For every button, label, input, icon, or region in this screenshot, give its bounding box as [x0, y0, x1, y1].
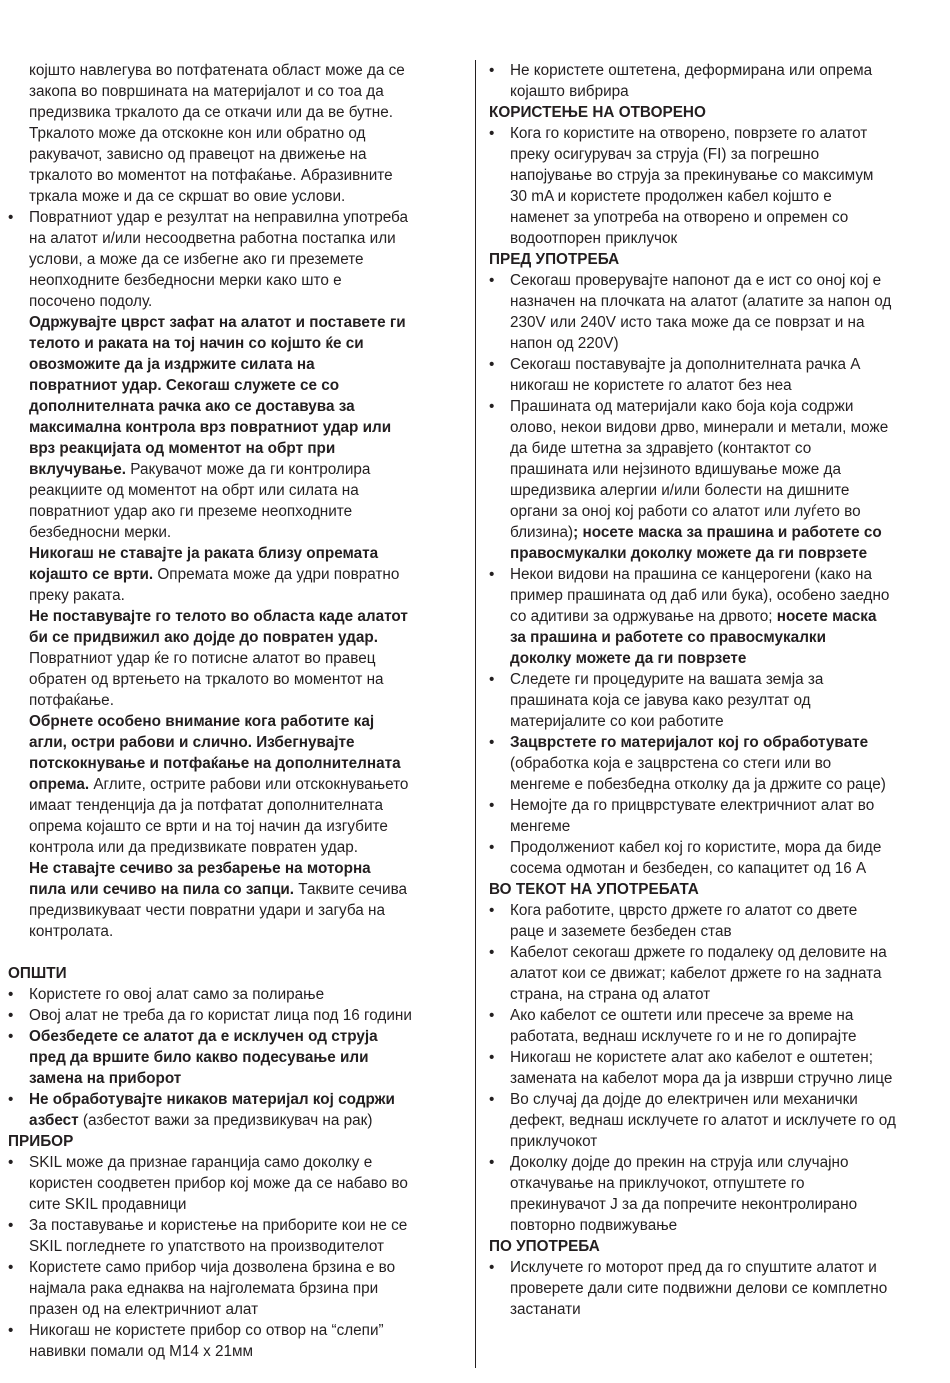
section-heading-before-use: ПРЕД УПОТРЕБА	[489, 251, 620, 268]
bullet-icon: •	[489, 272, 495, 289]
list-item	[489, 837, 943, 879]
bold-text: ; носете маска за прашина и работете со правосмукалки доколку можете да ги поврзете	[510, 524, 882, 562]
left-column	[8, 60, 463, 1362]
list-item-text	[29, 1257, 463, 1320]
bold-text: Обезбедете се алатот да е исклучен од струја пред да вршите било какво подесување или замена на приборот	[29, 1028, 378, 1087]
text: Никогаш не користете алат ако кабелот е оштетен; замената на кабелот мора да ја изврши стручно лице	[510, 1049, 893, 1087]
list-item-text	[510, 942, 943, 1005]
list-item-text	[510, 354, 943, 396]
bullet-icon: •	[8, 209, 14, 226]
text: Следете ги процедурите на вашата земја за прашината која се јавува како резултат од материјалите со кои работите	[510, 671, 824, 730]
list-item-text	[510, 1089, 943, 1152]
list-item	[8, 1215, 463, 1257]
column-divider	[475, 60, 476, 1368]
bullet-icon: •	[8, 986, 14, 1003]
list-item-text	[29, 1026, 463, 1089]
list-item	[489, 942, 943, 1005]
corners-bold: Обрнете особено внимание кога работите кај агли, остри рабови и слично. Избегнувајте потскокнување и потфаќање на дополнителната опрема.	[29, 713, 401, 793]
kickback-text: Повратниот удар е резултат на неправилна употреба на алатот и/или несоодветна работна постапка или услови, а може да се избегне ако ги преземете неопходните безбедносни мерки како што е посочено подолу.	[29, 209, 408, 310]
body-paragraph	[8, 606, 463, 711]
bullet-icon: •	[489, 398, 495, 415]
text: SKIL може да признае гаранција само доколку е користен соодветен прибор кој може да се набаво во сите SKIL продавници	[29, 1154, 408, 1213]
list-item	[489, 564, 943, 669]
list-item-text	[510, 900, 943, 942]
text: За поставување и користење на приборите кои не се SKIL погледнете го упатството на производителот	[29, 1217, 408, 1255]
bullet-icon: •	[489, 125, 495, 142]
accessories-list	[8, 1152, 463, 1362]
list-item	[489, 795, 943, 837]
section-heading-during-use: ВО ТЕКОТ НА УПОТРЕБАТА	[489, 881, 699, 898]
bullet-icon: •	[489, 944, 495, 961]
list-item-text	[510, 1257, 943, 1320]
list-item-text	[510, 795, 943, 837]
bullet-icon: •	[8, 1028, 14, 1045]
kickback-continuation: којшто навлегува во потфатената област може да се закопа во површината на материјалот и со тоа да предизвика тркалото да се откачи или да ве бутне. Тркалото може да отскокне кон или обратно од ракувачот, зависно од правецот на движење на тркалото во моментот на потфаќање. Абразивните тркала може и да се скршат во овие услови.	[29, 62, 405, 205]
text: Немојте да го прицврстувате електричниот алат во менгеме	[510, 797, 875, 835]
before-use-list	[489, 270, 943, 879]
blade-text: Таквите сечива предизвикуваат чести повратни удари и загуба на контролата.	[29, 881, 408, 940]
hand-bold: Никогаш не ставајте ја раката близу опремата којашто се врти.	[29, 545, 379, 583]
list-item-text	[510, 1047, 943, 1089]
bullet-icon: •	[8, 1217, 14, 1234]
list-item	[489, 1005, 943, 1047]
text: Продолжениот кабел кој го користите, мора да биде сосема одмотан и безбеден, со капацитет од 16 A	[510, 839, 882, 877]
list-item	[8, 1257, 463, 1320]
text: Секогаш поставувајте ја дополнителната рачка A никогаш не користете го алатот без неа	[510, 356, 861, 394]
bullet-icon: •	[489, 356, 495, 373]
bullet-icon: •	[489, 671, 495, 688]
bullet-icon: •	[489, 839, 495, 856]
list-item	[489, 669, 943, 732]
text: (азбестот важи за предизвикувач на рак)	[78, 1112, 373, 1129]
list-item-text	[510, 1005, 943, 1047]
list-item-text	[510, 837, 943, 879]
text: Секогаш проверувајте напонот да е ист со оној кој е назначен на плочката на алатот (алатите за напон од 230V или 240V исто така може да се поврзат и на напон од 220V)	[510, 272, 892, 352]
list-item-text	[510, 123, 943, 249]
text: Овој алат не треба да го користат лица под 16 години	[29, 1007, 412, 1024]
bullet-icon: •	[8, 1091, 14, 1108]
list-item-text	[29, 1152, 463, 1215]
bullet-icon: •	[489, 734, 495, 751]
list-item	[8, 984, 463, 1005]
hand-paragraph	[8, 543, 463, 606]
body-bold: Не поставувајте го телото во областа каде алатот би се придвижил ако дојде до повратен удар.	[29, 608, 408, 646]
bullet-icon: •	[489, 62, 495, 79]
bullet-icon: •	[489, 902, 495, 919]
text: Никогаш не користете прибор со отвор на “слепи” навивки помали од M14 x 21мм	[29, 1322, 384, 1360]
text: Доколку дојде до прекин на струја или случајно откачување на приклучокот, отпуштете го прекинувачот J за да попречите неконтролирано повторно подвижување	[510, 1154, 858, 1234]
damaged-accessory-text: Не користете оштетена, деформирана или опрема којашто вибрира	[510, 62, 873, 100]
list-item	[489, 1257, 943, 1320]
list-item	[489, 732, 943, 795]
bullet-icon: •	[489, 1259, 495, 1276]
list-item	[8, 1089, 463, 1131]
list-item-text	[510, 1152, 943, 1236]
blade-paragraph	[8, 858, 463, 942]
grip-text: Ракувачот може да ги контролира реакциите од моментот на обрт или силата на повратниот удар ако ги преземе неопходните безбедносни мерки.	[29, 461, 371, 541]
grip-bold: Одржувајте цврст зафат на алатот и поставете ги телото и раката на тој начин со којшто ќе си овозможите да ја издржите силата на повратниот удар. Секогаш служете се со дополнителната рачка ако се доставува за максимална контрола врз повратниот удар или врз реакцијата од моментот на обрт при вклучување.	[29, 314, 406, 478]
bold-text: Не обработувајте никаков материјал кој содржи азбест	[29, 1091, 395, 1129]
text: Ако кабелот се оштети или пресече за време на работата, веднаш исклучете го и не го допирајте	[510, 1007, 857, 1045]
bullet-icon: •	[8, 1259, 14, 1276]
bullet-icon: •	[489, 1154, 495, 1171]
list-item	[8, 1152, 463, 1215]
bullet-icon: •	[489, 566, 495, 583]
list-item	[489, 270, 943, 354]
after-use-list	[489, 1257, 943, 1320]
list-item-text	[29, 1089, 463, 1131]
bold-text: Зацврстете го материјалот кој го обработувате	[510, 734, 869, 751]
bullet-icon: •	[489, 1091, 495, 1108]
list-item-text	[29, 1215, 463, 1257]
right-column	[489, 60, 943, 1320]
text: Во случај да дојде до електричен или механички дефект, веднаш исклучете го алатот и исклучете го од приклучокот	[510, 1091, 896, 1150]
corners-paragraph	[8, 711, 463, 858]
list-item-text	[29, 984, 463, 1005]
list-item	[489, 1152, 943, 1236]
corners-text: Аглите, острите рабови или отскокнувањето имаат тенденција да ја потфатат дополнителната опрема којашто се врти и на тој начин да изгубите контрола или да предизвикате повратен удар.	[29, 776, 409, 856]
text: Некои видови на прашина се канцерогени (како на пример прашината од даб или бука), особено заедно со адитиви за одржување на дрвото;	[510, 566, 890, 625]
bullet-icon: •	[8, 1322, 14, 1339]
list-item-text	[510, 669, 943, 732]
text: Прашината од материјали како боја која содржи олово, некои видови дрво, минерали и метали, може да биде штетна за здравјето (контактот со прашината или нејзиното вдишување може да шредизвика алергии и/или болести на дишните органи за оној кој работи со алатот или луѓето во близина)	[510, 398, 889, 541]
text: Кога го користите на отворено, поврзете го алатот преку осигурувач за струја (FI) за погрешно напојување во струја за прекинување со максимум 30 mA и користете продолжен кабел којшто е наменет за употреба на отворено и опремен со водоотпорен приклучок	[510, 125, 874, 247]
list-item-text	[29, 1005, 463, 1026]
list-item	[8, 1005, 463, 1026]
outdoor-list	[489, 123, 943, 249]
bullet-icon: •	[489, 1007, 495, 1024]
section-heading-general: ОПШТИ	[8, 965, 67, 982]
bullet-icon: •	[489, 797, 495, 814]
text: Користете го овој алат само за полирање	[29, 986, 325, 1003]
text: Користете само прибор чија дозволена брзина е во најмала рака еднаква на најголемата брзина при празен од на електричниот алат	[29, 1259, 396, 1318]
body-text: Повратниот удар ќе го потисне алатот во правец обратен од вртењето на тркалото во моментот на потфаќање.	[29, 650, 384, 709]
hand-text: Опремата може да удри повратно преку раката.	[29, 566, 400, 604]
section-heading-outdoor: КОРИСТЕЊЕ НА ОТВОРЕНО	[489, 104, 706, 121]
list-item	[8, 1320, 463, 1362]
list-item-text	[510, 564, 943, 669]
list-item-text	[510, 732, 943, 795]
section-heading-accessories: ПРИБОР	[8, 1133, 74, 1150]
bullet-icon: •	[489, 1049, 495, 1066]
list-item-text	[29, 1320, 463, 1362]
list-item	[8, 207, 463, 312]
bold-text: носете маска за прашина и работете со правосмукалки доколку можете да ги поврзете	[510, 608, 877, 667]
list-item	[489, 123, 943, 249]
list-item	[8, 1026, 463, 1089]
text: Исклучете го моторот пред да го спуштите алатот и проверете дали сите подвижни делови се комплетно застанати	[510, 1259, 888, 1318]
list-item-text	[510, 396, 943, 564]
grip-paragraph	[8, 312, 463, 543]
text: (обработка која е зацврстена со стеги или во менгеме е побезбедна отколку да ја држите со раце)	[510, 755, 886, 793]
list-item	[489, 354, 943, 396]
text: Кога работите, цврсто држете го алатот со двете раце и заземете безбеден став	[510, 902, 858, 940]
bullet-icon: •	[8, 1007, 14, 1024]
list-item	[489, 1047, 943, 1089]
list-item	[489, 60, 943, 102]
text: Кабелот секогаш држете го подалеку од деловите на алатот кои се движат; кабелот држете го на задната страна, на страна од алатот	[510, 944, 887, 1003]
blade-bold: Не ставајте сечиво за резбарење на моторна пила или сечиво на пила со запци.	[29, 860, 371, 898]
general-list	[8, 984, 463, 1131]
bullet-icon: •	[8, 1154, 14, 1171]
during-use-list	[489, 900, 943, 1236]
list-item	[489, 396, 943, 564]
section-heading-after-use: ПО УПОТРЕБА	[489, 1238, 600, 1255]
list-item	[489, 1089, 943, 1152]
list-item-text	[510, 270, 943, 354]
list-item	[489, 900, 943, 942]
